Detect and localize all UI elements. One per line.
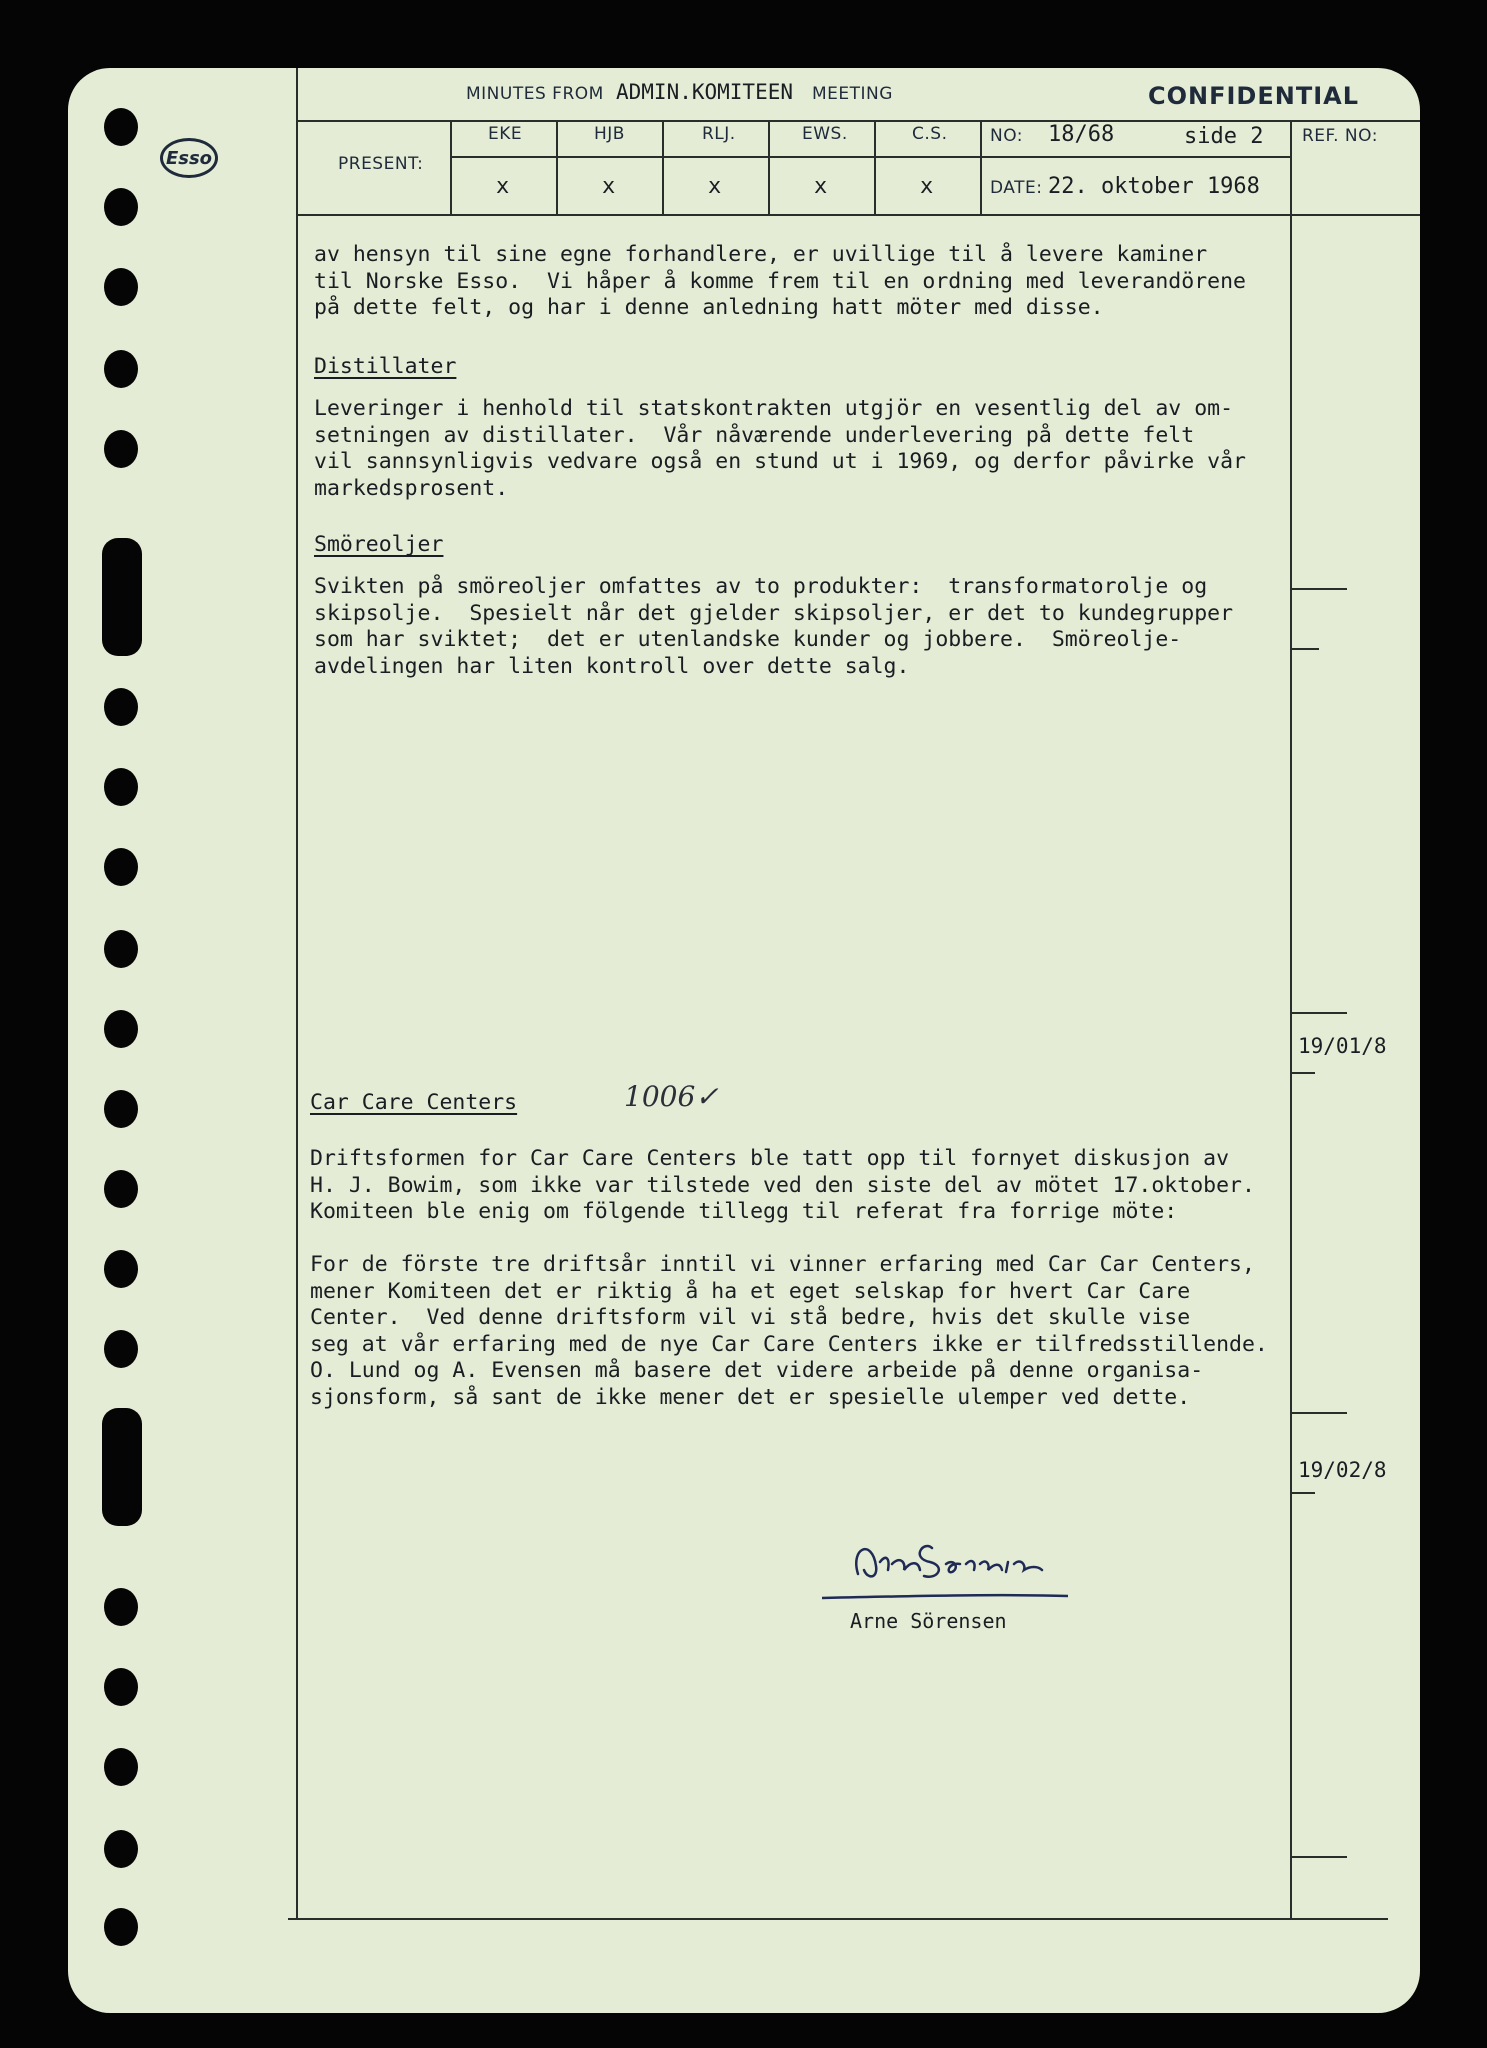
attendee-initials: RLJ. [702, 124, 736, 144]
binder-slot [102, 1408, 142, 1526]
reference-number: 19/02/8 [1298, 1458, 1387, 1482]
binder-hole [104, 108, 138, 146]
binder-hole [104, 1668, 138, 1706]
left-margin-line [296, 68, 298, 1918]
attendee-mark: x [496, 174, 510, 199]
ref-margin-mark [1291, 1012, 1347, 1014]
binder-hole [104, 1588, 138, 1626]
attendee-mark: x [814, 174, 828, 199]
binder-hole [104, 1010, 138, 1048]
distillater-heading: Distillater [314, 354, 457, 379]
attendee-mark: x [920, 174, 934, 199]
attendee-mark: x [602, 174, 616, 199]
attendee-mark: x [708, 174, 722, 199]
no-date-rule [980, 156, 1290, 158]
binder-hole [104, 930, 138, 968]
page-bottom-rule [288, 1918, 1388, 1920]
binder-hole [104, 1908, 138, 1946]
attendee-initials: EWS. [802, 124, 848, 144]
minutes-number: 18/68 [1048, 122, 1115, 147]
binder-hole [104, 688, 138, 726]
header-col-line [980, 120, 982, 214]
binder-hole [104, 1748, 138, 1786]
minutes-from-label: MINUTES FROM [466, 84, 604, 104]
meeting-label: MEETING [812, 84, 893, 104]
attendee-initials: EKE [488, 124, 523, 144]
binder-hole [104, 1830, 138, 1868]
attendee-row-rule [450, 156, 1050, 158]
ref-margin-mark [1291, 588, 1347, 590]
smoreoljer-paragraph: Svikten på smöreoljer omfattes av to produkter: transformatorolje og skipsolje. Spesielt når det gjelder skipsoljer, er det to kundegrupper som har sviktet; det er utenlandske kunder og jobbere. Smöreolje- avdelingen har liten kontroll over dette salg. [314, 574, 1234, 679]
header-col-line [874, 120, 876, 214]
binder-hole [104, 268, 138, 306]
attendee-initials: HJB [594, 124, 625, 144]
right-margin-line [1290, 176, 1292, 1918]
signatory-name: Arne Sörensen [850, 1609, 1007, 1633]
car-care-heading: Car Care Centers [310, 1090, 518, 1115]
intro-paragraph: av hensyn til sine egne forhandlere, er uvillige til å levere kaminer til Norske Esso. Vi håper å komme frem til en ordning med leverandörene på dette felt, og har i denne anledning hatt möter med disse. [314, 242, 1246, 320]
distillater-paragraph: Leveringer i henhold til statskontrakten utgjör en vesentlig del av om- setningen av distillater. Vår nåværende underlevering på dette felt vil sannsynligvis vedvare også en stund ut i 1969, og derfor påvirke vår markedsprosent. [314, 396, 1246, 501]
handwritten-note: 1006✓ [624, 1080, 719, 1113]
header-col-line [450, 120, 452, 214]
reference-number: 19/01/8 [1298, 1034, 1387, 1058]
binder-hole [104, 350, 138, 388]
header-col-line [1290, 120, 1292, 214]
ref-margin-mark [1291, 1412, 1347, 1414]
car-care-paragraph-1: Driftsformen for Car Care Centers ble tatt opp til fornyet diskusjon av H. J. Bowim, som ikke var tilstede ved den siste del av mötet 17.oktober. Komiteen ble enig om fölgende tillegg til referat fra forrige möte: [310, 1146, 1255, 1224]
ref-no-label: REF. NO: [1302, 126, 1378, 146]
binder-hole [104, 1250, 138, 1288]
header-col-line [768, 120, 770, 214]
ref-margin-mark [1291, 1856, 1347, 1858]
ref-margin-mark [1291, 648, 1319, 650]
binder-hole [104, 1170, 138, 1208]
car-care-paragraph-2: For de förste tre driftsår inntil vi vinner erfaring med Car Car Centers, mener Komiteen det er riktig å ha et eget selskap for hvert Car Care Center. Ved denne driftsform vil vi stå bedre, hvis det skulle vise seg at vår erfaring med de nye Car Care Centers ikke er tilfredsstillende. O. Lund og A. Evensen må basere det videre arbeide på denne organisa- sjonsform, så sant de ikke mener det er spesielle ulemper ved dette. [310, 1252, 1268, 1410]
no-label: NO: [990, 126, 1024, 146]
binder-hole [104, 430, 138, 468]
attendee-initials: C.S. [912, 124, 948, 144]
handwritten-signature [820, 1518, 1160, 1608]
confidential-label: CONFIDENTIAL [1148, 82, 1359, 110]
document-page [68, 68, 1420, 2013]
page-side: side 2 [1184, 124, 1264, 149]
header-top-rule [296, 120, 1420, 122]
smoreoljer-heading: Smöreoljer [314, 532, 444, 557]
binder-slot [102, 538, 142, 656]
binder-hole [104, 1330, 138, 1368]
header-bottom-rule [296, 214, 1420, 216]
present-label: PRESENT: [338, 154, 424, 174]
header-col-line [556, 120, 558, 214]
date-label: DATE: [990, 178, 1043, 198]
committee-name: ADMIN.KOMITEEN [616, 80, 794, 104]
ref-margin-mark [1291, 1072, 1315, 1074]
binder-hole [104, 1090, 138, 1128]
ref-margin-mark [1291, 1492, 1315, 1494]
binder-hole [104, 848, 138, 886]
binder-hole [104, 768, 138, 806]
binder-hole [104, 188, 138, 226]
meeting-date: 22. oktober 1968 [1048, 174, 1260, 199]
header-col-line [662, 120, 664, 214]
esso-logo: Esso [160, 138, 218, 178]
